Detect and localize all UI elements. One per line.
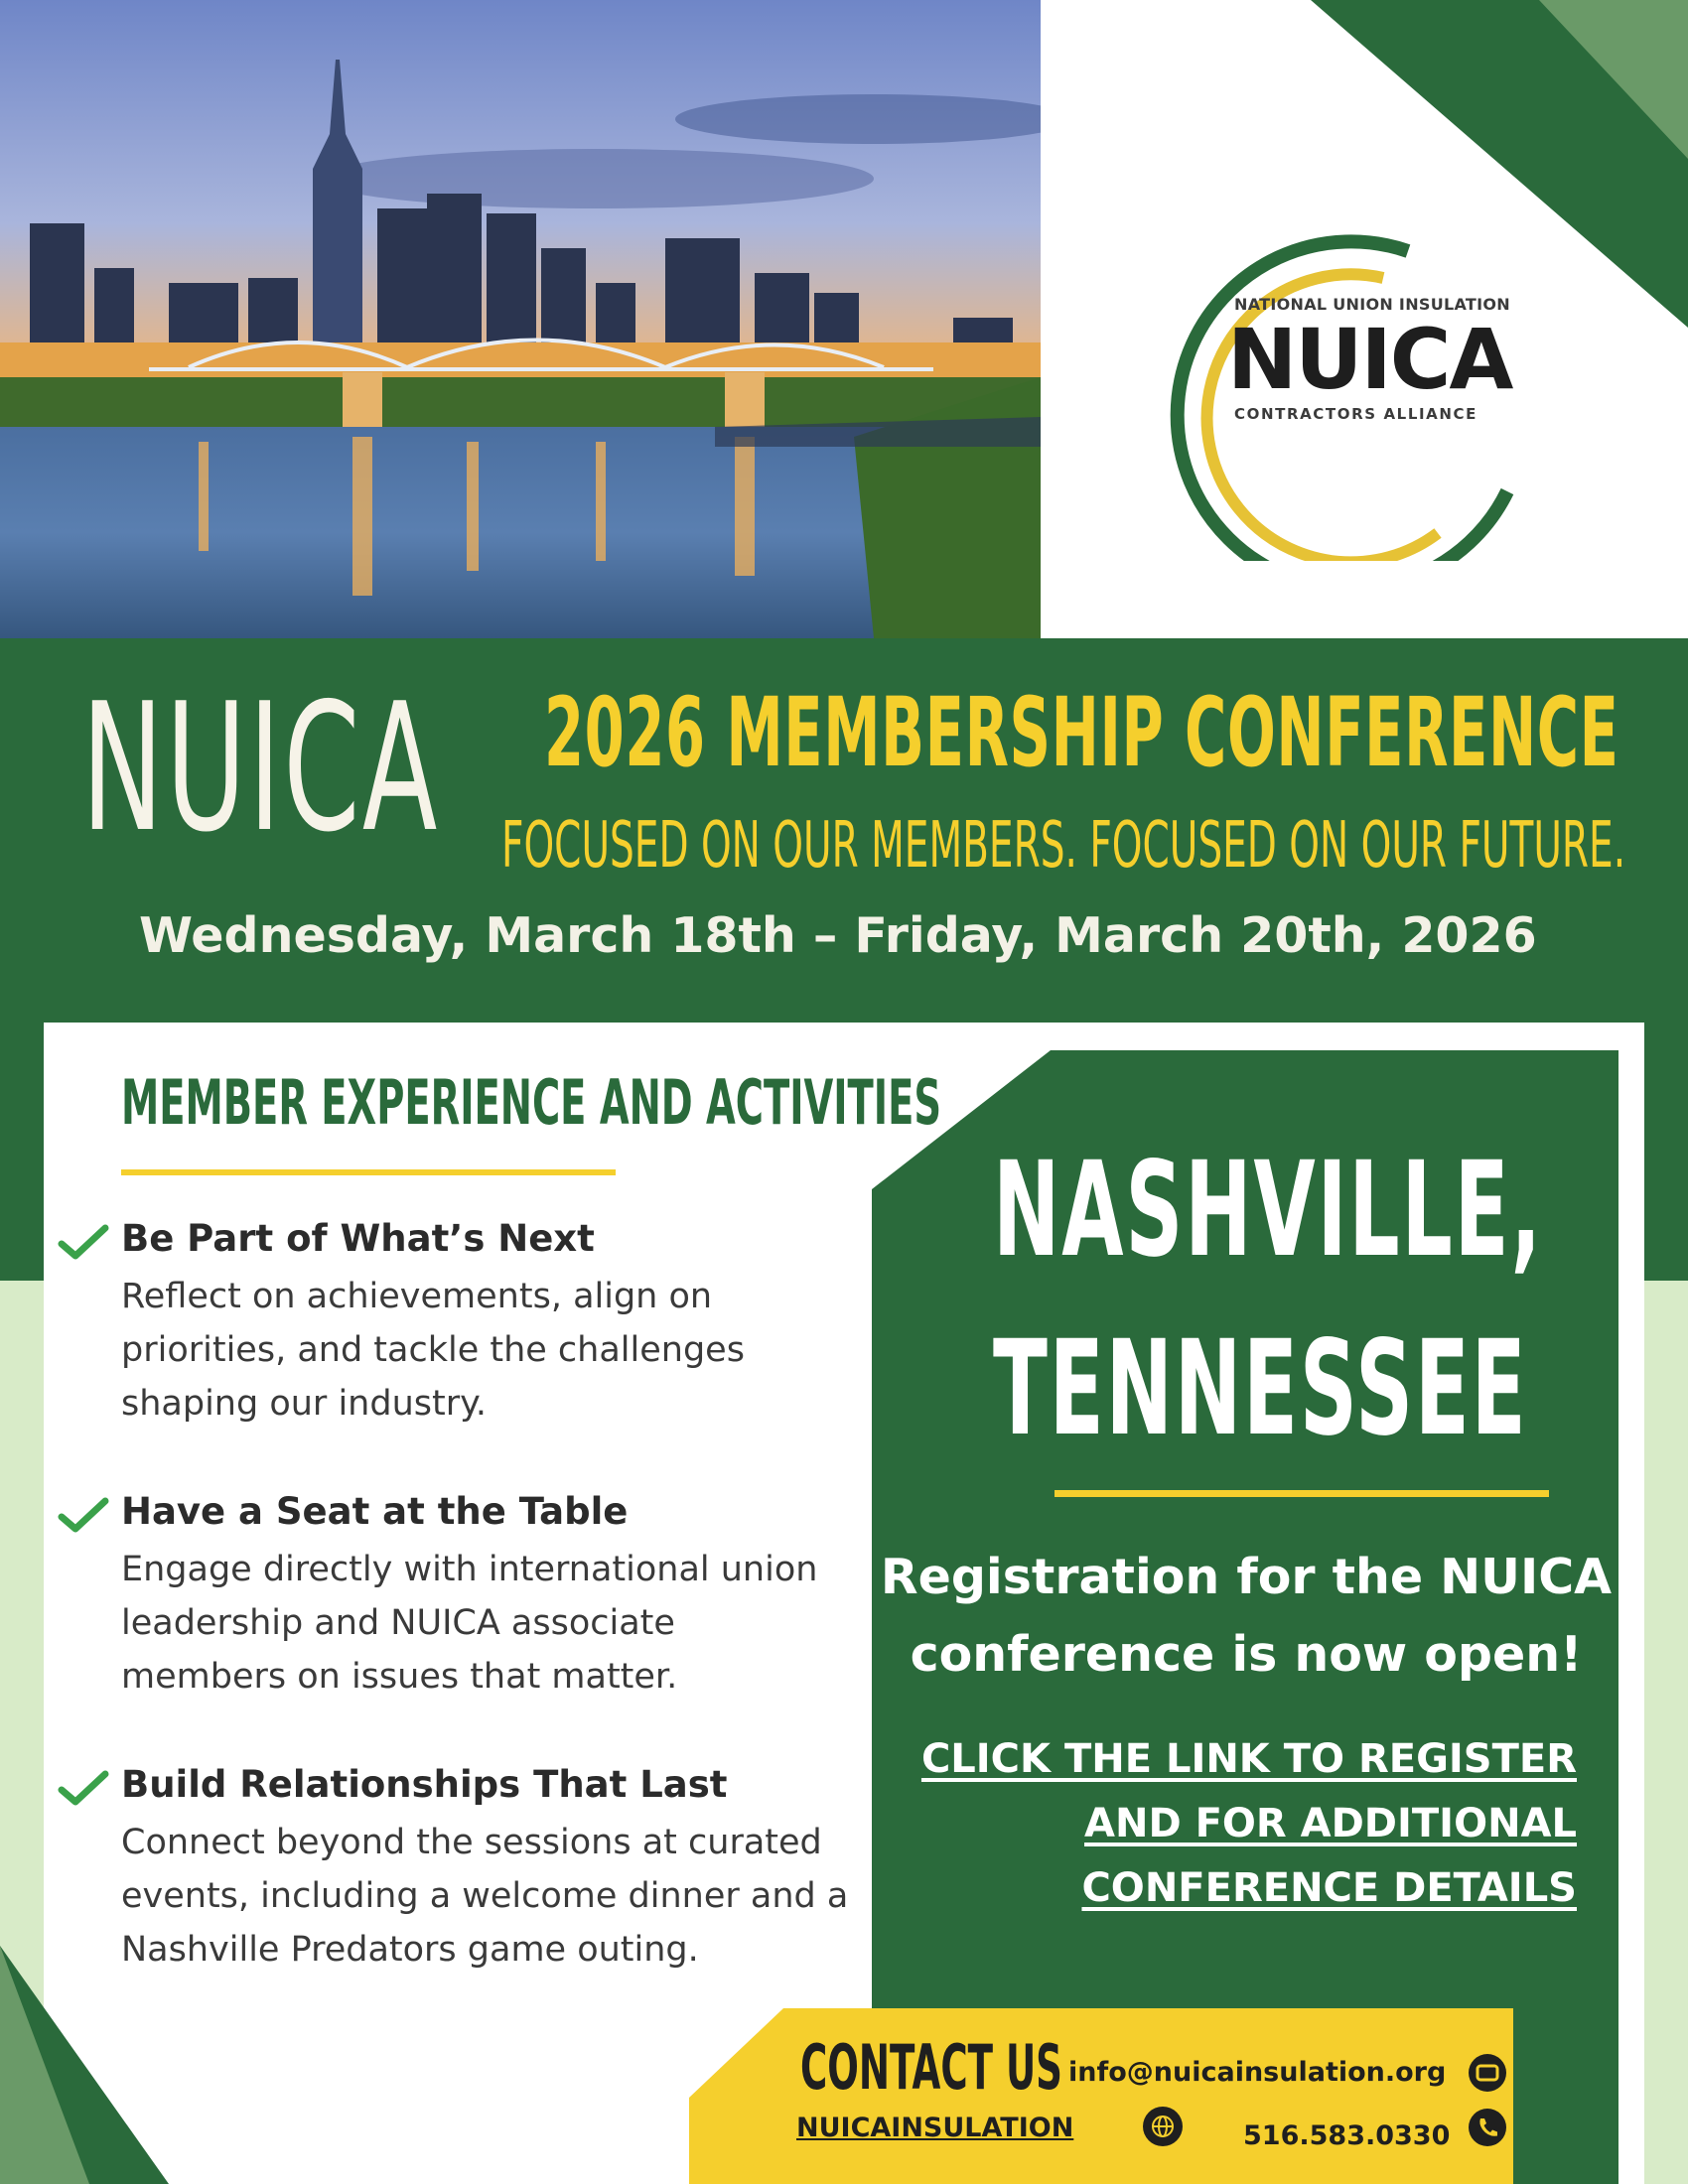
nashville-skyline-photo <box>0 0 1041 638</box>
item-title: Build Relationships That Last <box>121 1763 728 1806</box>
register-link[interactable]: CLICK THE LINK TO REGISTER AND FOR ADDITIONAL CONFERENCE DETAILS <box>920 1736 1577 1911</box>
logo-line-top: NATIONAL UNION INSULATION <box>1234 295 1510 314</box>
registration-message: Registration for the NUICA conference is now open! <box>880 1549 1613 1683</box>
contact-phone[interactable]: 516.583.0330 <box>1243 2120 1451 2151</box>
phone-icon <box>1468 2108 1507 2147</box>
location-title: NASHVILLE, TENNESSEE <box>993 1134 1543 1465</box>
conference-tagline: FOCUSED ON OUR MEMBERS. FOCUSED ON OUR FUTURE. <box>501 809 1626 883</box>
org-title: NUICA <box>81 665 440 871</box>
heading-underline <box>121 1169 616 1175</box>
contact-email[interactable]: info@nuicainsulation.org <box>1068 2057 1447 2088</box>
logo-line-bottom: CONTRACTORS ALLIANCE <box>1234 405 1477 423</box>
experience-heading: MEMBER EXPERIENCE AND ACTIVITIES <box>121 1066 942 1139</box>
nuica-logo <box>1080 223 1537 561</box>
contact-heading: CONTACT US <box>800 2031 1062 2104</box>
location-underline <box>1055 1490 1549 1497</box>
bottom-left-decoration <box>0 1946 169 2184</box>
globe-icon <box>1142 2106 1184 2147</box>
conference-dates: Wednesday, March 18th – Friday, March 20th, 2026 <box>139 907 1537 964</box>
item-description: Reflect on achievements, align on priorities, and tackle the challenges shaping our industry. <box>121 1277 745 1424</box>
conference-title: 2026 MEMBERSHIP CONFERENCE <box>544 677 1619 788</box>
item-description: Connect beyond the sessions at curated events, including a welcome dinner and a Nashville Predators game outing. <box>121 1823 849 1970</box>
check-icon <box>58 1768 109 1808</box>
logo-wordmark: NUICA <box>1227 311 1512 408</box>
website-link[interactable]: NUICAINSULATION <box>796 2113 1074 2143</box>
check-icon <box>58 1222 109 1262</box>
item-title: Have a Seat at the Table <box>121 1490 629 1533</box>
item-description: Engage directly with international union leadership and NUICA associate members on issues that matter. <box>121 1550 818 1697</box>
item-title: Be Part of What’s Next <box>121 1217 595 1260</box>
email-icon <box>1468 2053 1507 2093</box>
check-icon <box>58 1495 109 1535</box>
